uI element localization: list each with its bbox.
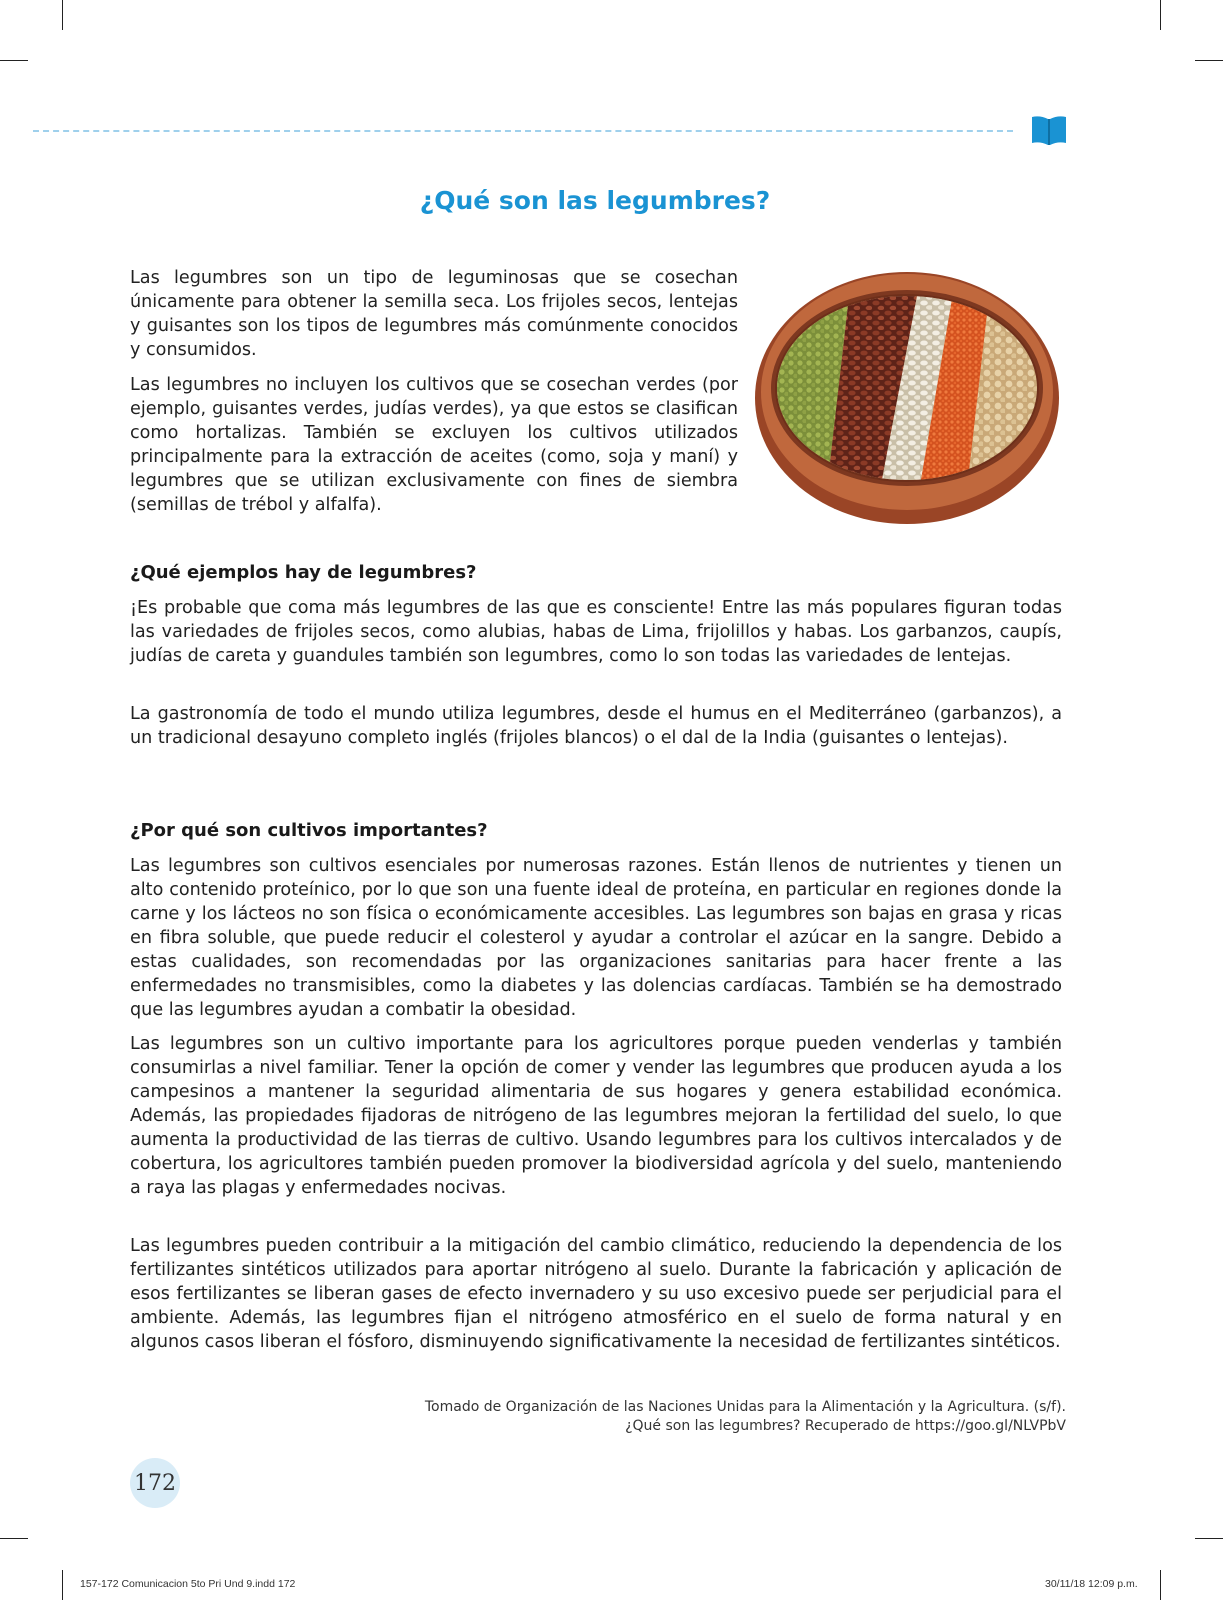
importance-paragraph-3: Las legumbres pueden contribuir a la mitigación del cambio climático, reduciendo la dependencia de los fertilizantes sintéticos utilizados para aportar nitrógeno al suelo. Durante la fabricación y aplicación de esos fertilizantes se liberan gases de efecto invernadero y su uso excesivo puede ser perjudicial para el ambiente. Además, las legumbres fijan el nitrógeno atmosférico en el suelo de forma natural y en algunos casos liberan el fósforo, disminuyendo significativamente la necesidad de fertilizantes sintéticos. (130, 1236, 1062, 1352)
examples-paragraph-2: La gastronomía de todo el mundo utiliza legumbres, desde el humus en el Mediterráneo (garbanzos), a un tradicional desayuno completo inglés (frijoles blancos) o el dal de la India (guisantes o lentejas). (130, 704, 1062, 748)
section-heading-importance: ¿Por qué son cultivos importantes? (130, 820, 488, 841)
intro-paragraph-1: Las legumbres son un tipo de leguminosas que se cosechan únicamente para obtener la semilla seca. Los frijoles secos, lentejas y guisantes son los tipos de legumbres más comúnmente conocidos y consumidos. (130, 268, 738, 360)
header-dashed-rule (33, 130, 1013, 132)
crop-mark (0, 1538, 28, 1539)
examples-paragraph-1: ¡Es probable que coma más legumbres de las que es consciente! Entre las más populares figuran todas las variedades de frijoles secos, como alubias, habas de Lima, frijolillos y habas. Los garbanzos, caupís, judías de careta y guandules también son legumbres, como lo son todas las variedades de lentejas. (130, 598, 1062, 666)
importance-paragraph-1: Las legumbres son cultivos esenciales por numerosas razones. Están llenos de nutrientes y tienen un alto contenido proteínico, por lo que son una fuente ideal de proteína, en particular en regiones donde la carne y los lácteos no son física o económicamente accesibles. Las legumbres son bajas en grasa y ricas en fibra soluble, que puede reducir el colesterol y ayudar a controlar el azúcar en la sangre. Debido a estas cualidades, son recomendadas por las organizaciones sanitarias para hacer frente a las enfermedades no transmisibles, como la diabetes y las dolencias cardíacas. También se ha demostrado que las legumbres ayudan a combatir la obesidad. (130, 856, 1062, 1020)
crop-mark (1195, 1538, 1223, 1539)
crop-mark (0, 60, 28, 61)
crop-mark (1160, 1570, 1161, 1600)
citation-line-1: Tomado de Organización de las Naciones Unidas para la Alimentación y la Agricultura. (s/f). (424, 1399, 1066, 1415)
section-heading-examples: ¿Qué ejemplos hay de legumbres? (130, 562, 477, 583)
source-citation (346, 1398, 1066, 1436)
crop-mark (62, 0, 63, 30)
page-title: ¿Qué son las legumbres? (419, 186, 771, 215)
page-number: 172 (130, 1458, 180, 1508)
citation-line-2: ¿Qué son las legumbres? Recuperado de https://goo.gl/NLVPbV (625, 1418, 1066, 1434)
footer-date-slug: 30/11/18 12:09 p.m. (1045, 1578, 1138, 1590)
crop-mark (1160, 0, 1161, 30)
footer-file-slug: 157-172 Comunicacion 5to Pri Und 9.indd 172 (80, 1578, 296, 1590)
legume-bowl-illustration (752, 270, 1062, 532)
intro-paragraph-2: Las legumbres no incluyen los cultivos que se cosechan verdes (por ejemplo, guisantes verdes, judías verdes), ya que estos se clasifican como hortalizas. También se excluyen los cultivos utilizados principalmente para la extracción de aceites (como, soja y maní) y legumbres que se utilizan exclusivamente con fines de siembra (semillas de trébol y alfalfa). (130, 375, 738, 515)
importance-paragraph-2: Las legumbres son un cultivo importante para los agricultores porque pueden venderlas y también consumirlas a nivel familiar. Tener la opción de comer y vender las legumbres que producen ayuda a los campesinos a mantener la seguridad alimentaria de sus hogares y genera estabilidad económica. Además, las propiedades fijadoras de nitrógeno de las legumbres mejoran la fertilidad del suelo, lo que aumenta la productividad de las tierras de cultivo. Usando legumbres para los cultivos intercalados y de cobertura, los agricultores también pueden promover la biodiversidad agrícola y del suelo, manteniendo a raya las plagas y enfermedades nocivas. (130, 1034, 1062, 1198)
crop-mark (62, 1570, 63, 1600)
open-book-icon (1030, 113, 1068, 147)
crop-mark (1195, 60, 1223, 61)
